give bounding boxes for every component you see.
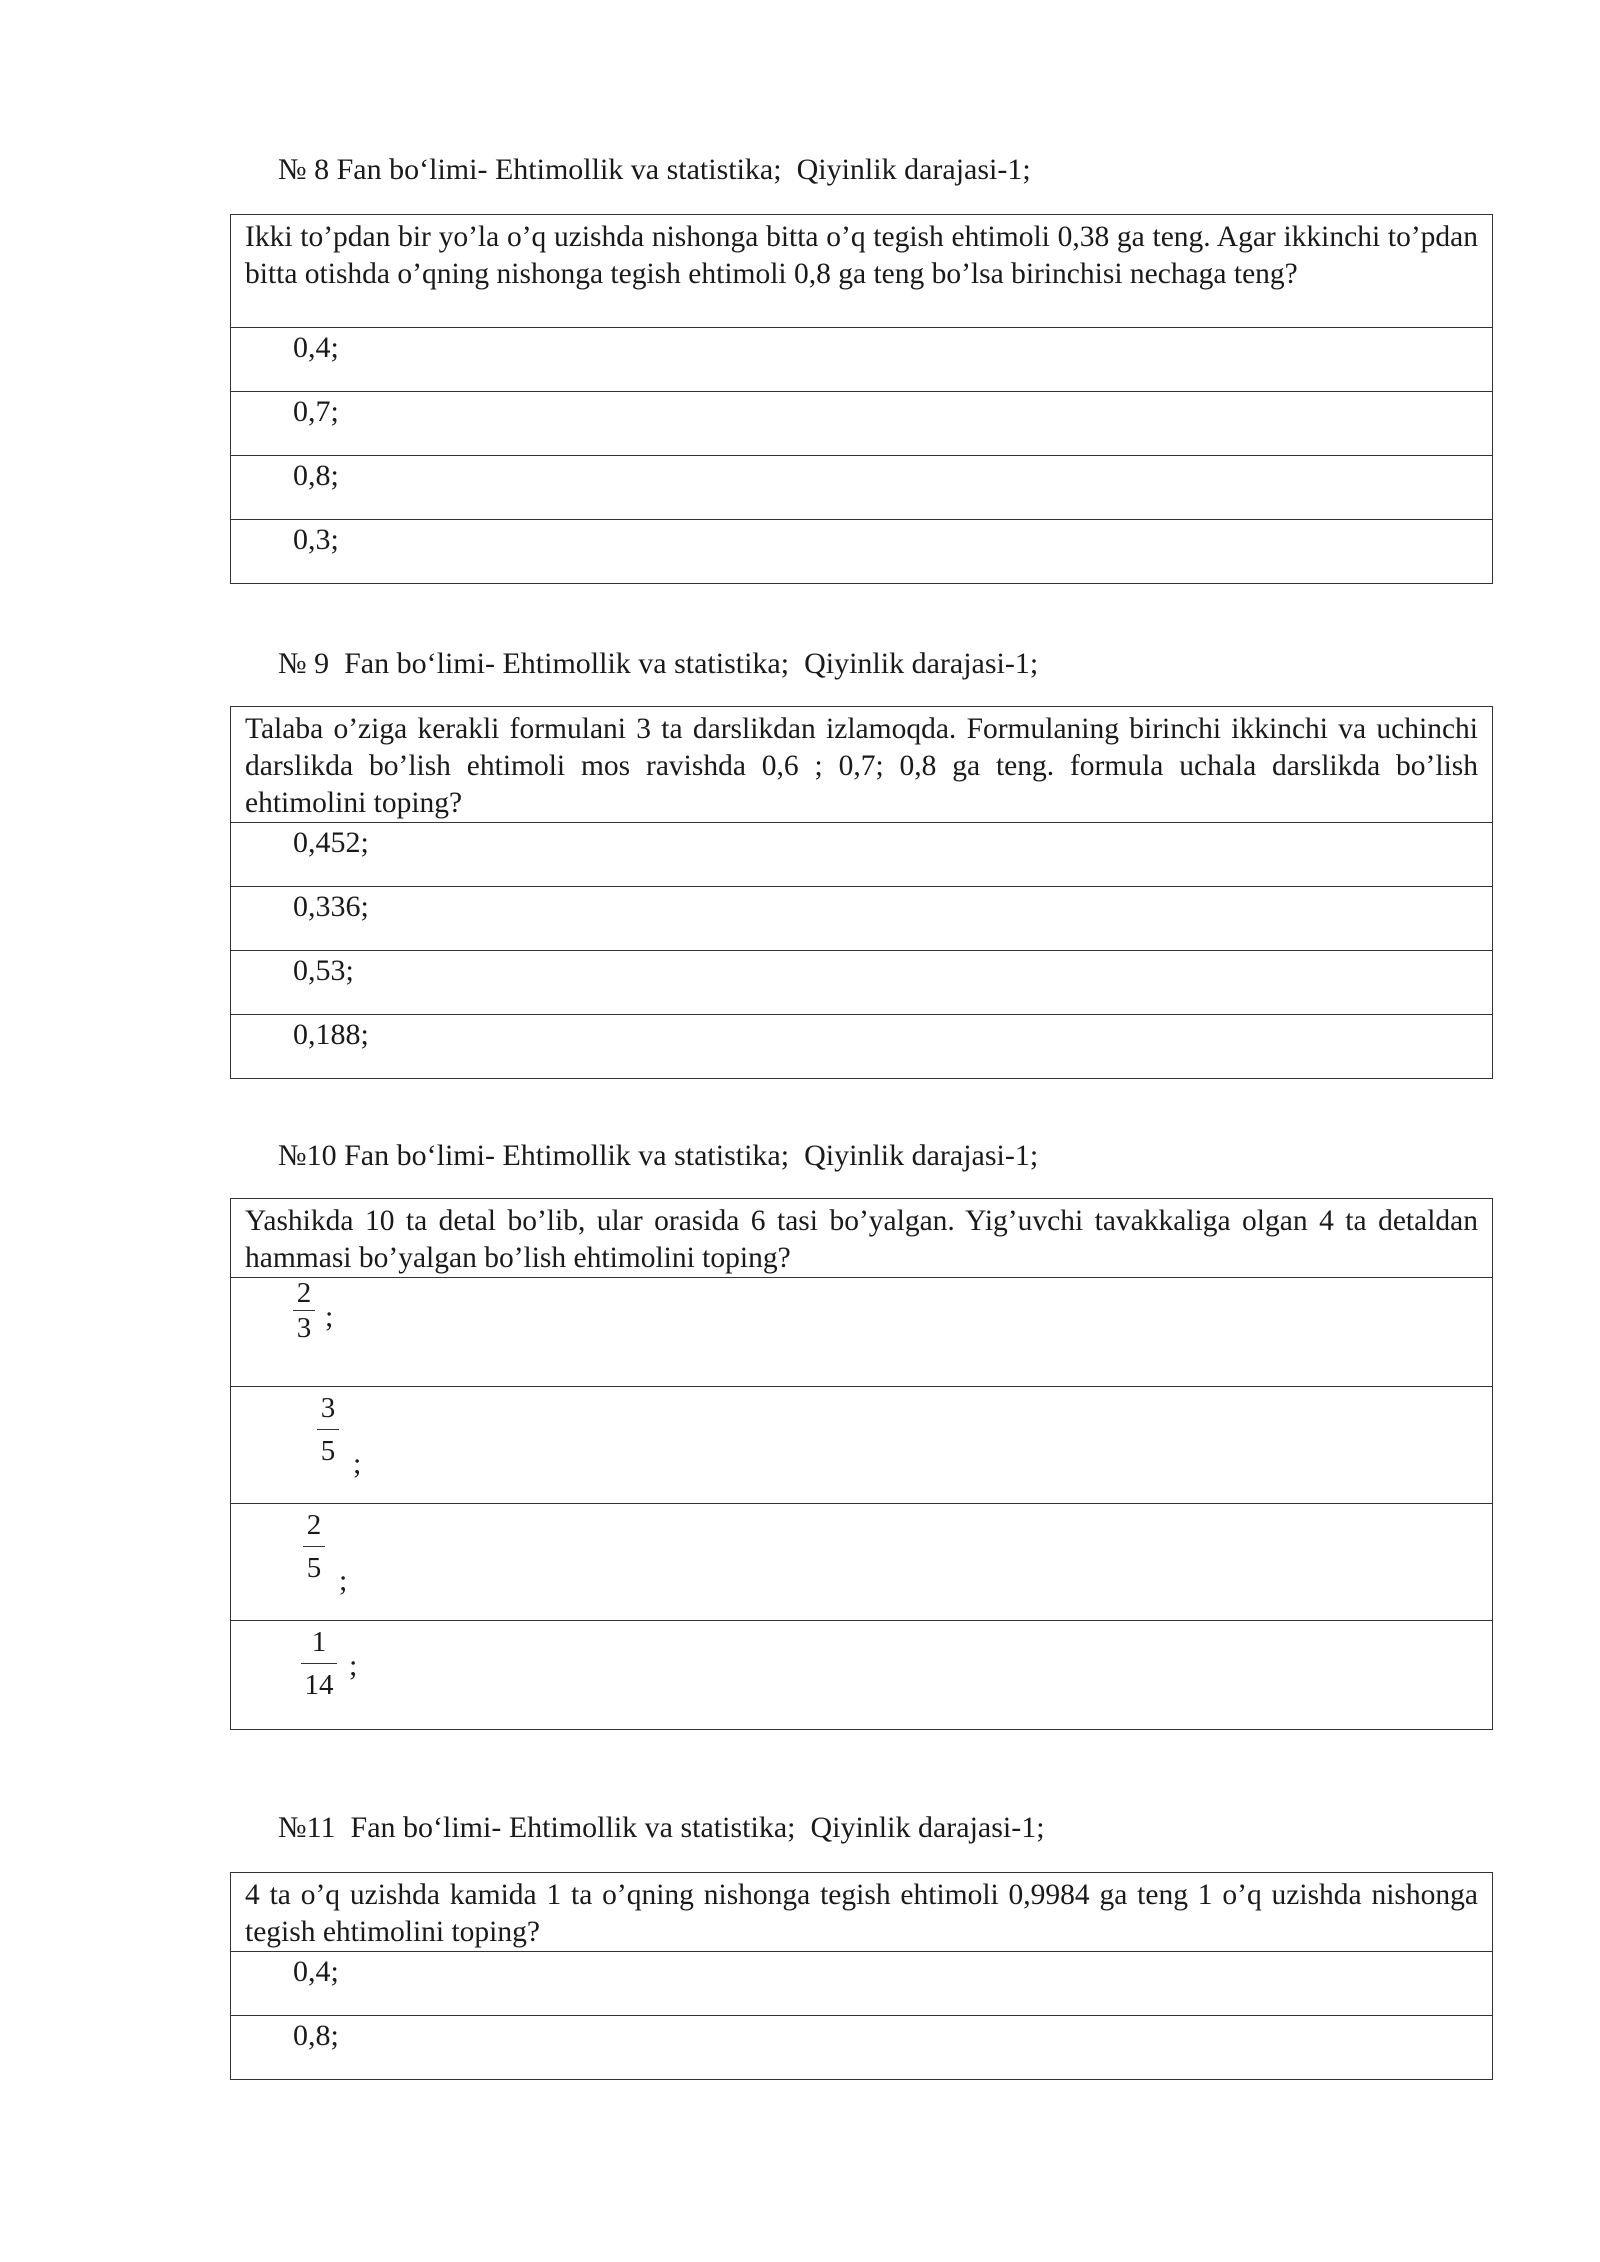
answer-option[interactable]	[231, 951, 1493, 1015]
answer-option[interactable]	[231, 1621, 1493, 1730]
option-suffix: ;	[353, 1447, 362, 1480]
answer-option[interactable]	[231, 1278, 1493, 1387]
answer-option[interactable]	[231, 328, 1493, 392]
question-table	[230, 706, 1493, 1079]
fraction-bar	[303, 1546, 325, 1547]
answer-option[interactable]	[231, 1015, 1493, 1079]
question-text: 4 ta o’q uzishda kamida 1 ta o’qning nishonga tegish ehtimoli 0,9984 ga teng 1 o’q uzishda nishonga tegish ehtimolini toping?	[231, 1873, 1493, 1952]
answer-option[interactable]	[231, 456, 1493, 520]
fraction	[301, 1627, 337, 1700]
option-suffix: ;	[339, 1564, 348, 1597]
fraction	[317, 1393, 339, 1466]
question-heading: №10 Fan bo‘limi- Ehtimollik va statistika; Qiyinlik darajasi-1;	[278, 1139, 1039, 1172]
answer-option[interactable]	[231, 1504, 1493, 1621]
fraction-bar	[293, 1310, 315, 1311]
fraction	[303, 1510, 325, 1583]
answer-option-text: 0,452;	[293, 826, 369, 859]
answer-option[interactable]	[231, 1952, 1493, 2016]
answer-option[interactable]	[231, 887, 1493, 951]
question-heading: № 8 Fan bo‘limi- Ehtimollik va statistika; Qiyinlik darajasi-1;	[278, 153, 1031, 186]
fraction-denominator: 3	[296, 1312, 312, 1344]
answer-option[interactable]	[231, 1387, 1493, 1504]
fraction-numerator: 2	[296, 1277, 312, 1309]
answer-option-text: 0,7;	[293, 395, 339, 428]
fraction-denominator: 5	[306, 1552, 322, 1584]
fraction-bar	[317, 1429, 339, 1430]
fraction-numerator: 1	[311, 1626, 327, 1658]
question-text: Ikki to’pdan bir yo’la o’q uzishda nishonga bitta o’q tegish ehtimoli 0,38 ga teng. Agar ikkinchi to’pdan bitta otishda o’qning nishonga tegish ehtimoli 0,8 ga teng bo’lsa birinchisi nechaga teng?	[231, 215, 1493, 328]
answer-option-text: 0,8;	[293, 2019, 339, 2052]
answer-option-text: 0,4;	[293, 1955, 339, 1988]
answer-option-text: 0,336;	[293, 890, 369, 923]
fraction-bar	[301, 1663, 337, 1664]
answer-option[interactable]	[231, 392, 1493, 456]
question-text: Yashikda 10 ta detal bo’lib, ular orasida 6 tasi bo’yalgan. Yig’uvchi tavakkaliga olgan 4 ta detaldan hammasi bo’yalgan bo’lish ehtimolini toping?	[231, 1199, 1493, 1278]
answer-option-text: 0,4;	[293, 331, 339, 364]
question-table	[230, 214, 1493, 584]
fraction-denominator: 5	[320, 1435, 336, 1467]
answer-option-text: 0,53;	[293, 954, 354, 987]
answer-option-text: 0,3;	[293, 523, 339, 556]
answer-option-text: 0,8;	[293, 459, 339, 492]
fraction-numerator: 2	[306, 1509, 322, 1541]
option-suffix: ;	[325, 1300, 334, 1333]
question-text: Talaba o’ziga kerakli formulani 3 ta darslikdan izlamoqda. Formulaning birinchi ikkinchi va uchinchi darslikda bo’lish ehtimoli mos ravishda 0,6 ; 0,7; 0,8 ga teng. formula uchala darslikda bo’lish ehtimolini toping?	[231, 707, 1493, 823]
question-heading: № 9 Fan bo‘limi- Ehtimollik va statistika; Qiyinlik darajasi-1;	[278, 647, 1039, 680]
question-table	[230, 1872, 1493, 2080]
answer-option[interactable]	[231, 823, 1493, 887]
answer-option[interactable]	[231, 2016, 1493, 2080]
answer-option[interactable]	[231, 520, 1493, 584]
question-table	[230, 1198, 1493, 1730]
fraction-numerator: 3	[320, 1392, 336, 1424]
fraction	[293, 1278, 315, 1343]
answer-option-text: 0,188;	[293, 1018, 369, 1051]
option-suffix: ;	[349, 1649, 358, 1682]
question-heading: №11 Fan bo‘limi- Ehtimollik va statistika; Qiyinlik darajasi-1;	[278, 1811, 1045, 1844]
fraction-denominator: 14	[304, 1669, 334, 1701]
